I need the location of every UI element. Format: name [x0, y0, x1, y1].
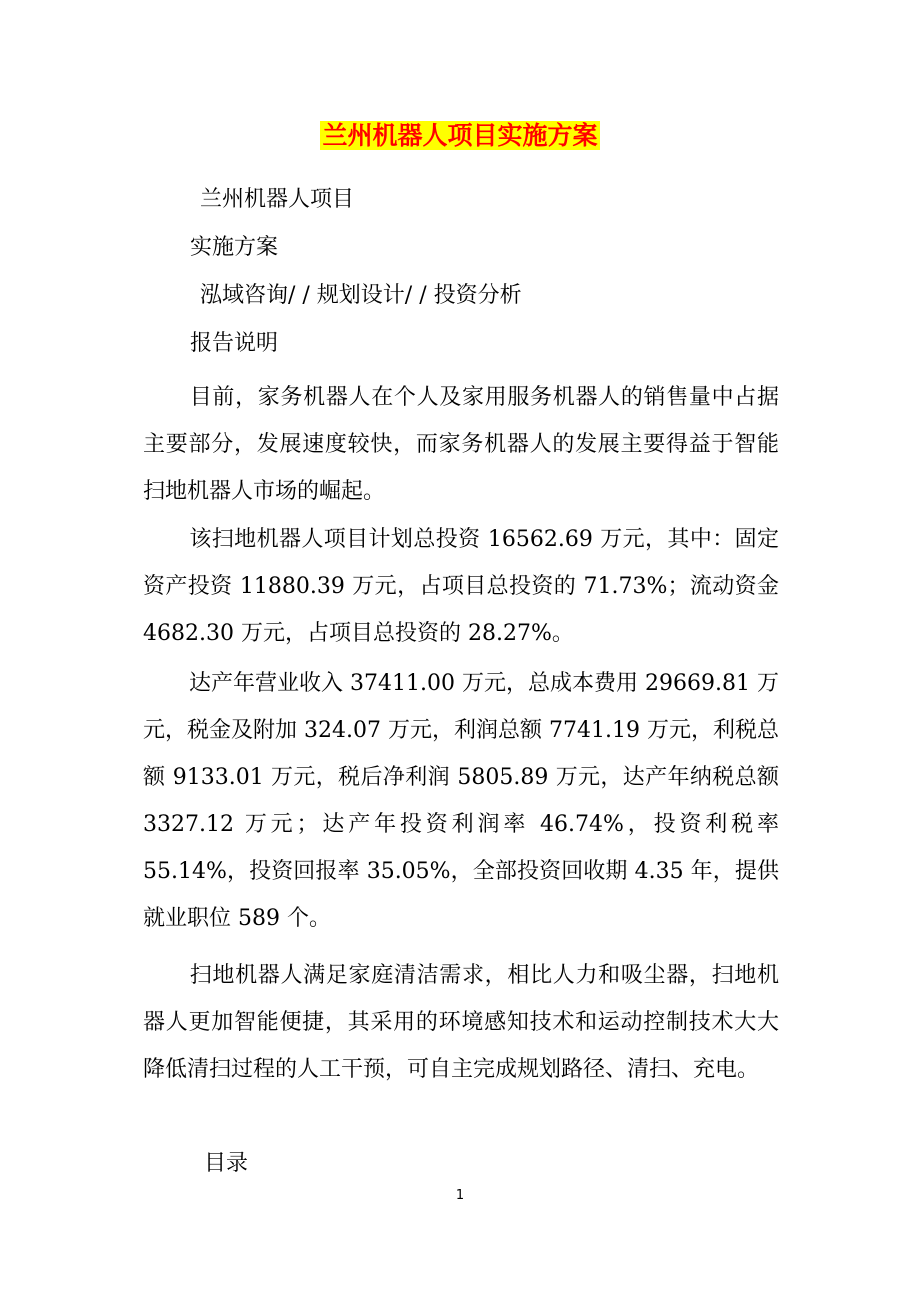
paragraph-4-text: 扫地机器人满足家庭清洁需求，相比人力和吸尘器，扫地机器人更加智能便捷，其采用的环境感知技术和运动控制技术大大降低清扫过程的人工干预，可自主完成规划路径、清扫、充电。	[143, 963, 779, 1082]
document-title-text: 兰州机器人项目实施方案	[322, 121, 598, 150]
paragraph-1-text: 目前，家务机器人在个人及家用服务机器人的销售量中占据主要部分，发展速度较快，而家务机器人的发展主要得益于智能扫地机器人市场的崛起。	[143, 385, 779, 504]
paragraph-3-text: 达产年营业收入 37411.00 万元，总成本费用 29669.81 万元，税金及附加 324.07 万元，利润总额 7741.19 万元，利税总额 9133.01 万元，税后净利润 5805.89 万元，达产年纳税总额 3327.12 万元；达产年投资利润率 46.74%，投资利税率 55.14%，投资回报率 35.05%，全部投资回收期 4.35 年，提供就业职位 589 个。	[143, 671, 779, 931]
paragraph-4	[143, 952, 779, 1093]
paragraph-1	[143, 374, 779, 515]
toc-heading: 目录	[204, 1151, 249, 1176]
cover-publisher: 泓域咨询/ / 规划设计/ / 投资分析	[200, 283, 522, 308]
document-title	[0, 118, 920, 154]
paragraph-2-text: 该扫地机器人项目计划总投资 16562.69 万元，其中：固定资产投资 11880.39 万元，占项目总投资的 71.73%；流动资金 4682.30 万元，占项目总投资的 28.27%。	[143, 527, 779, 646]
report-note-heading: 报告说明	[190, 331, 279, 356]
paragraph-2	[143, 516, 779, 657]
paragraph-3	[143, 660, 779, 942]
page-number: 1	[455, 1188, 465, 1203]
cover-subtitle: 实施方案	[190, 235, 279, 260]
cover-project-name: 兰州机器人项目	[200, 187, 355, 212]
